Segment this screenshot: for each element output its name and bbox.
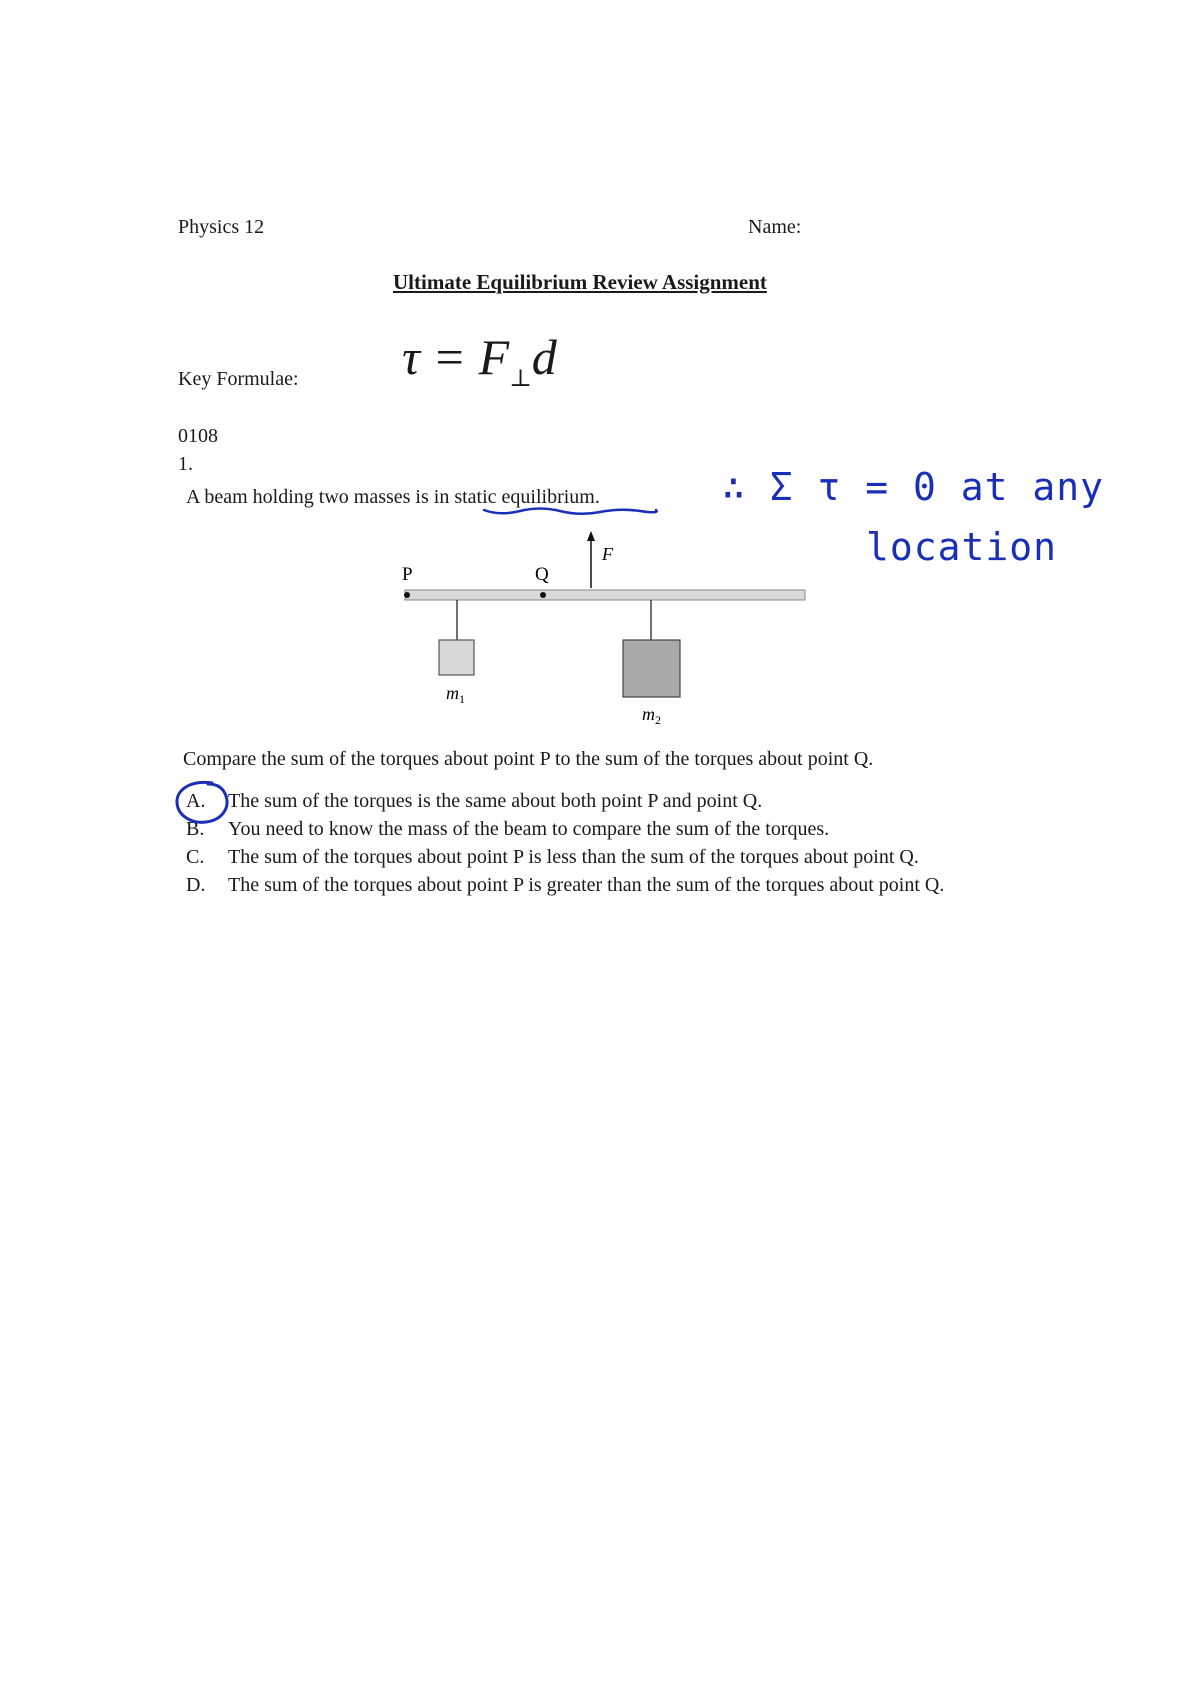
mass1-label: $m_1$: [446, 683, 465, 706]
option-b-text: You need to know the mass of the beam to compare the sum of the torques.: [228, 818, 830, 840]
point-p-label: P: [402, 564, 413, 585]
option-c-letter: C.: [186, 846, 205, 868]
handwritten-underline: [480, 500, 660, 520]
formula-perp-subscript: ⊥: [509, 366, 532, 392]
point-q-marker: [540, 592, 546, 598]
course-label: Physics 12: [178, 216, 265, 238]
name-label: Name:: [748, 216, 802, 238]
stem-prefix: A beam holding two masses is in: [186, 486, 455, 508]
option-b[interactable]: [186, 818, 829, 841]
mass1-block: [439, 640, 474, 675]
mass2-label: $m_2$: [642, 704, 661, 727]
formula-right: d: [531, 329, 557, 385]
force-arrow-head: [587, 531, 595, 541]
option-a-letter: A.: [186, 790, 206, 812]
beam: [405, 590, 805, 600]
mass2-block: [623, 640, 680, 697]
formula-left: τ = F: [402, 329, 510, 385]
option-c-text: The sum of the torques about point P is less than the sum of the torques about point Q.: [228, 846, 919, 868]
point-p-marker: [404, 592, 410, 598]
question-number: 1.: [178, 453, 193, 475]
beam-diagram: [380, 525, 840, 735]
page-title: Ultimate Equilibrium Review Assignment: [393, 270, 767, 294]
option-b-letter: B.: [186, 818, 205, 840]
option-a-text: The sum of the torques is the same about both point P and point Q.: [228, 790, 763, 812]
handwritten-note-line2: location: [866, 525, 1058, 569]
option-d-letter: D.: [186, 874, 206, 896]
option-a[interactable]: [186, 790, 762, 813]
question-code: 0108: [178, 425, 218, 447]
point-q-label: Q: [535, 564, 549, 585]
option-c[interactable]: [186, 846, 919, 869]
stem-highlight: static equilibrium.: [454, 486, 600, 508]
selected-answer-circle: [172, 778, 234, 828]
question-prompt: Compare the sum of the torques about point P to the sum of the torques about point Q.: [183, 748, 874, 770]
handwritten-note-line1: ∴ Σ τ = 0 at any: [722, 465, 1105, 509]
option-d[interactable]: [186, 874, 944, 897]
option-d-text: The sum of the torques about point P is greater than the sum of the torques about point Q.: [228, 874, 945, 896]
torque-formula: [402, 328, 557, 392]
key-formulae-label: Key Formulae:: [178, 368, 299, 390]
force-label: F: [602, 544, 613, 564]
